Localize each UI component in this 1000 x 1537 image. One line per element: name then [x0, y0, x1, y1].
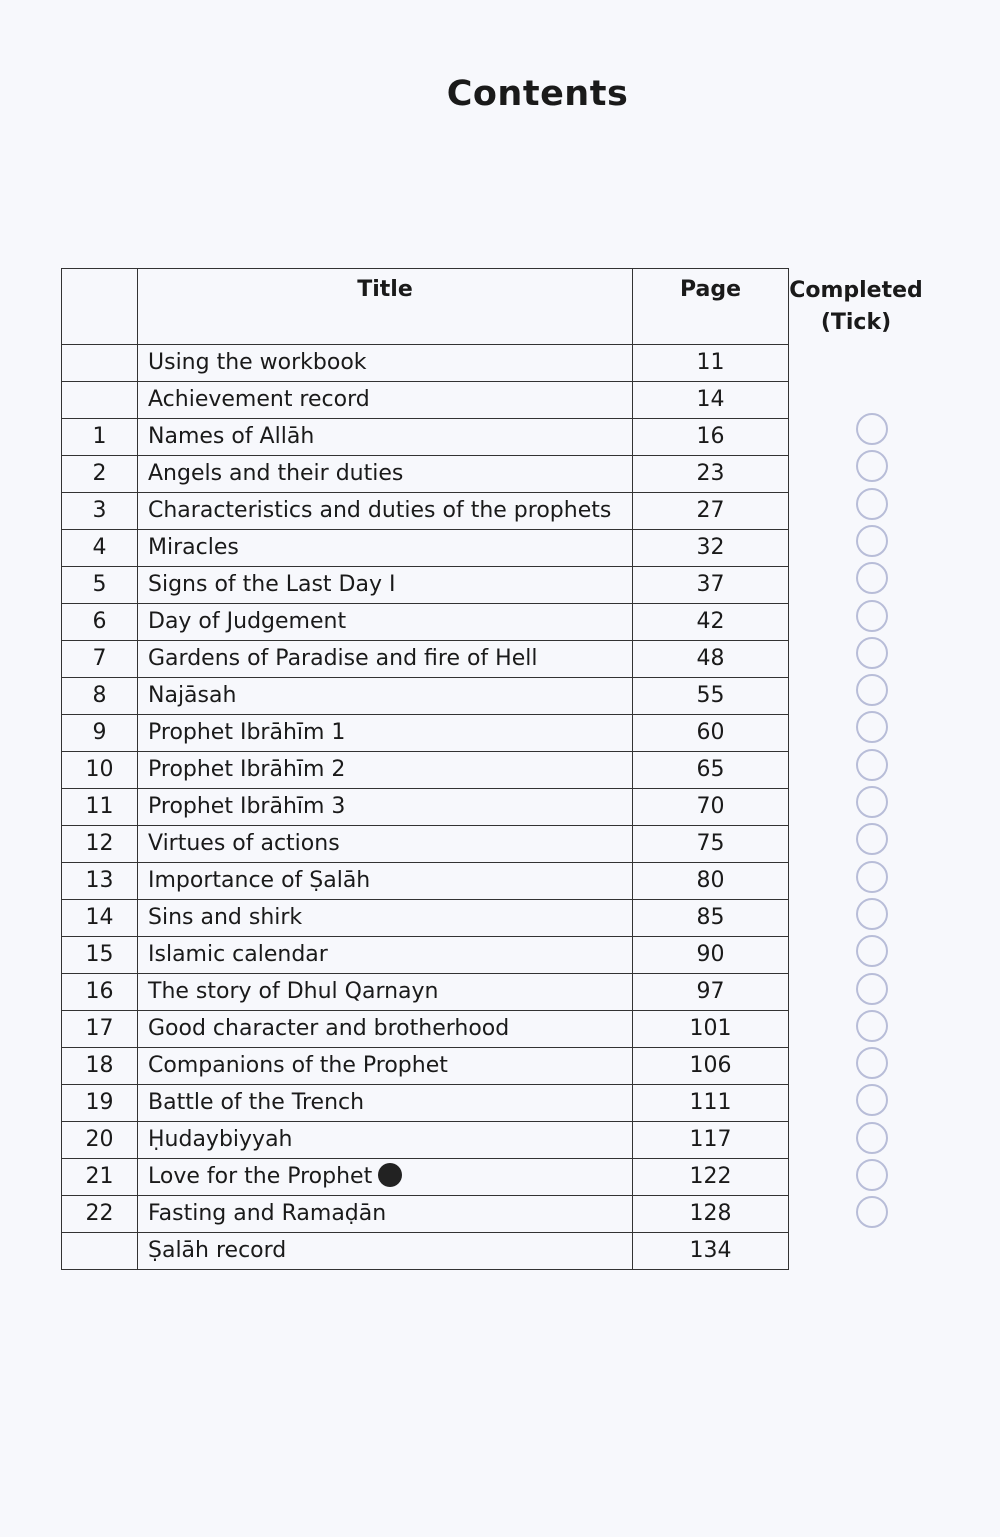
tick-circle[interactable]: [856, 525, 888, 557]
chapter-title-text: Battle of the Trench: [148, 1090, 365, 1115]
chapter-number: 22: [62, 1196, 138, 1233]
completed-column-header: Completed (Tick): [789, 278, 923, 335]
chapter-title: [138, 641, 633, 678]
tick-circle[interactable]: [856, 562, 888, 594]
page-number: 37: [633, 567, 789, 604]
table-row: [62, 1233, 789, 1270]
chapter-title: [138, 1048, 633, 1085]
chapter-number: 18: [62, 1048, 138, 1085]
table-header-row: [62, 269, 789, 345]
table-row: [62, 826, 789, 863]
table-row: [62, 1085, 789, 1122]
table-row: [62, 641, 789, 678]
chapter-title-text: Achievement record: [148, 387, 370, 412]
page-number: 65: [633, 752, 789, 789]
chapter-number: 19: [62, 1085, 138, 1122]
page-number: 128: [633, 1196, 789, 1233]
chapter-title-text: Islamic calendar: [148, 942, 328, 967]
tick-circle[interactable]: [856, 935, 888, 967]
page-number: 90: [633, 937, 789, 974]
table-row: [62, 382, 789, 419]
table-row: [62, 900, 789, 937]
chapter-title: [138, 1196, 633, 1233]
page-number: 27: [633, 493, 789, 530]
chapter-title: [138, 900, 633, 937]
chapter-number: [62, 1233, 138, 1270]
chapter-title: [138, 419, 633, 456]
tick-circle[interactable]: [856, 1084, 888, 1116]
page-number: 101: [633, 1011, 789, 1048]
tick-circle[interactable]: [856, 711, 888, 743]
page-number: 23: [633, 456, 789, 493]
table-row: [62, 493, 789, 530]
chapter-title: [138, 826, 633, 863]
page-number: 106: [633, 1048, 789, 1085]
tick-circle[interactable]: [856, 749, 888, 781]
chapter-title: [138, 456, 633, 493]
table-row: [62, 530, 789, 567]
chapter-title-text: Najāsah: [148, 683, 237, 708]
page-number: 134: [633, 1233, 789, 1270]
chapter-number: 7: [62, 641, 138, 678]
chapter-number: [62, 382, 138, 419]
chapter-number: 8: [62, 678, 138, 715]
page-number: 97: [633, 974, 789, 1011]
chapter-title-text: Ḥudaybiyyah: [148, 1127, 293, 1152]
number-column-header: [62, 269, 138, 345]
chapter-title: [138, 1085, 633, 1122]
chapter-title-text: Signs of the Last Day I: [148, 572, 396, 597]
table-row: [62, 1122, 789, 1159]
table-row: [62, 1048, 789, 1085]
tick-circle[interactable]: [856, 637, 888, 669]
chapter-title-text: Prophet Ibrāhīm 3: [148, 794, 346, 819]
tick-circle[interactable]: [856, 1122, 888, 1154]
table-row: [62, 604, 789, 641]
chapter-number: 15: [62, 937, 138, 974]
tick-circle[interactable]: [856, 898, 888, 930]
table-row: [62, 567, 789, 604]
table-row: [62, 345, 789, 382]
table-row: [62, 419, 789, 456]
chapter-title: [138, 1159, 633, 1196]
chapter-title: [138, 863, 633, 900]
chapter-title-text: Prophet Ibrāhīm 2: [148, 757, 346, 782]
table-row: [62, 678, 789, 715]
chapter-title: [138, 1122, 633, 1159]
chapter-title: [138, 382, 633, 419]
page-number: 117: [633, 1122, 789, 1159]
tick-circle[interactable]: [856, 488, 888, 520]
chapter-title-text: Good character and brotherhood: [148, 1016, 510, 1041]
page-number: 111: [633, 1085, 789, 1122]
page-number: 11: [633, 345, 789, 382]
table-row: [62, 752, 789, 789]
page-number: 42: [633, 604, 789, 641]
tick-circle[interactable]: [856, 823, 888, 855]
chapter-title: [138, 715, 633, 752]
page-number: 80: [633, 863, 789, 900]
chapter-title-text: Day of Judgement: [148, 609, 347, 634]
chapter-title: [138, 567, 633, 604]
chapter-title: [138, 1011, 633, 1048]
chapter-title-text: Sins and shirk: [148, 905, 303, 930]
chapter-title-text: Gardens of Paradise and fire of Hell: [148, 646, 538, 671]
table-row: [62, 1011, 789, 1048]
chapter-title-text: Angels and their duties: [148, 461, 404, 486]
tick-circle[interactable]: [856, 1196, 888, 1228]
chapter-title: [138, 530, 633, 567]
page-number: 75: [633, 826, 789, 863]
title-column-header: Title: [138, 269, 633, 345]
chapter-number: 21: [62, 1159, 138, 1196]
chapter-title: [138, 604, 633, 641]
chapter-title-text: Names of Allāh: [148, 424, 315, 449]
chapter-title-text: Companions of the Prophet: [148, 1053, 448, 1078]
page-number: 122: [633, 1159, 789, 1196]
page-number: 14: [633, 382, 789, 419]
tick-circle[interactable]: [856, 861, 888, 893]
chapter-title: [138, 678, 633, 715]
chapter-number: 10: [62, 752, 138, 789]
chapter-number: 16: [62, 974, 138, 1011]
table-row: [62, 1196, 789, 1233]
tick-circle[interactable]: [856, 450, 888, 482]
tick-circle[interactable]: [856, 973, 888, 1005]
chapter-number: 14: [62, 900, 138, 937]
chapter-title-text: The story of Dhul Qarnayn: [148, 979, 439, 1004]
chapter-number: 12: [62, 826, 138, 863]
page-number: 60: [633, 715, 789, 752]
table-row: [62, 789, 789, 826]
tick-circle[interactable]: [856, 786, 888, 818]
tick-circle[interactable]: [856, 1159, 888, 1191]
table-row: [62, 456, 789, 493]
chapter-number: 20: [62, 1122, 138, 1159]
chapter-title: [138, 345, 633, 382]
table-row: [62, 974, 789, 1011]
chapter-number: 17: [62, 1011, 138, 1048]
table-row: [62, 937, 789, 974]
chapter-number: 9: [62, 715, 138, 752]
table-row: [62, 715, 789, 752]
table-row: [62, 1159, 789, 1196]
chapter-title-text: Fasting and Ramaḍān: [148, 1201, 387, 1226]
tick-circle[interactable]: [856, 600, 888, 632]
chapter-title-text: Prophet Ibrāhīm 1: [148, 720, 346, 745]
chapter-title-text: Ṣalāh record: [148, 1238, 287, 1263]
tick-circle[interactable]: [856, 674, 888, 706]
page-number: 32: [633, 530, 789, 567]
page-column-header: Page: [633, 269, 789, 345]
contents-table: [61, 268, 789, 1270]
chapter-number: 4: [62, 530, 138, 567]
chapter-number: 5: [62, 567, 138, 604]
page-number: 70: [633, 789, 789, 826]
page-title: Contents: [446, 74, 629, 114]
chapter-number: [62, 345, 138, 382]
chapter-number: 6: [62, 604, 138, 641]
salawat-seal-icon: [378, 1163, 402, 1187]
chapter-number: 11: [62, 789, 138, 826]
table-row: [62, 863, 789, 900]
chapter-number: 1: [62, 419, 138, 456]
chapter-title-text: Characteristics and duties of the prophets: [148, 498, 612, 523]
chapter-title-text: Virtues of actions: [148, 831, 340, 856]
page-number: 16: [633, 419, 789, 456]
page-number: 48: [633, 641, 789, 678]
chapter-number: 13: [62, 863, 138, 900]
chapter-number: 3: [62, 493, 138, 530]
tick-circle[interactable]: [856, 1047, 888, 1079]
chapter-title: [138, 493, 633, 530]
chapter-title: [138, 937, 633, 974]
chapter-title: [138, 1233, 633, 1270]
page-number: 55: [633, 678, 789, 715]
chapter-title: [138, 789, 633, 826]
chapter-title-text: Importance of Ṣalāh: [148, 868, 371, 893]
tick-circle[interactable]: [856, 1010, 888, 1042]
chapter-number: 2: [62, 456, 138, 493]
chapter-title-text: Miracles: [148, 535, 239, 560]
chapter-title-text: Love for the Prophet: [148, 1164, 373, 1189]
chapter-title-text: Using the workbook: [148, 350, 367, 375]
chapter-title: [138, 974, 633, 1011]
tick-circle[interactable]: [856, 413, 888, 445]
page-number: 85: [633, 900, 789, 937]
chapter-title: [138, 752, 633, 789]
